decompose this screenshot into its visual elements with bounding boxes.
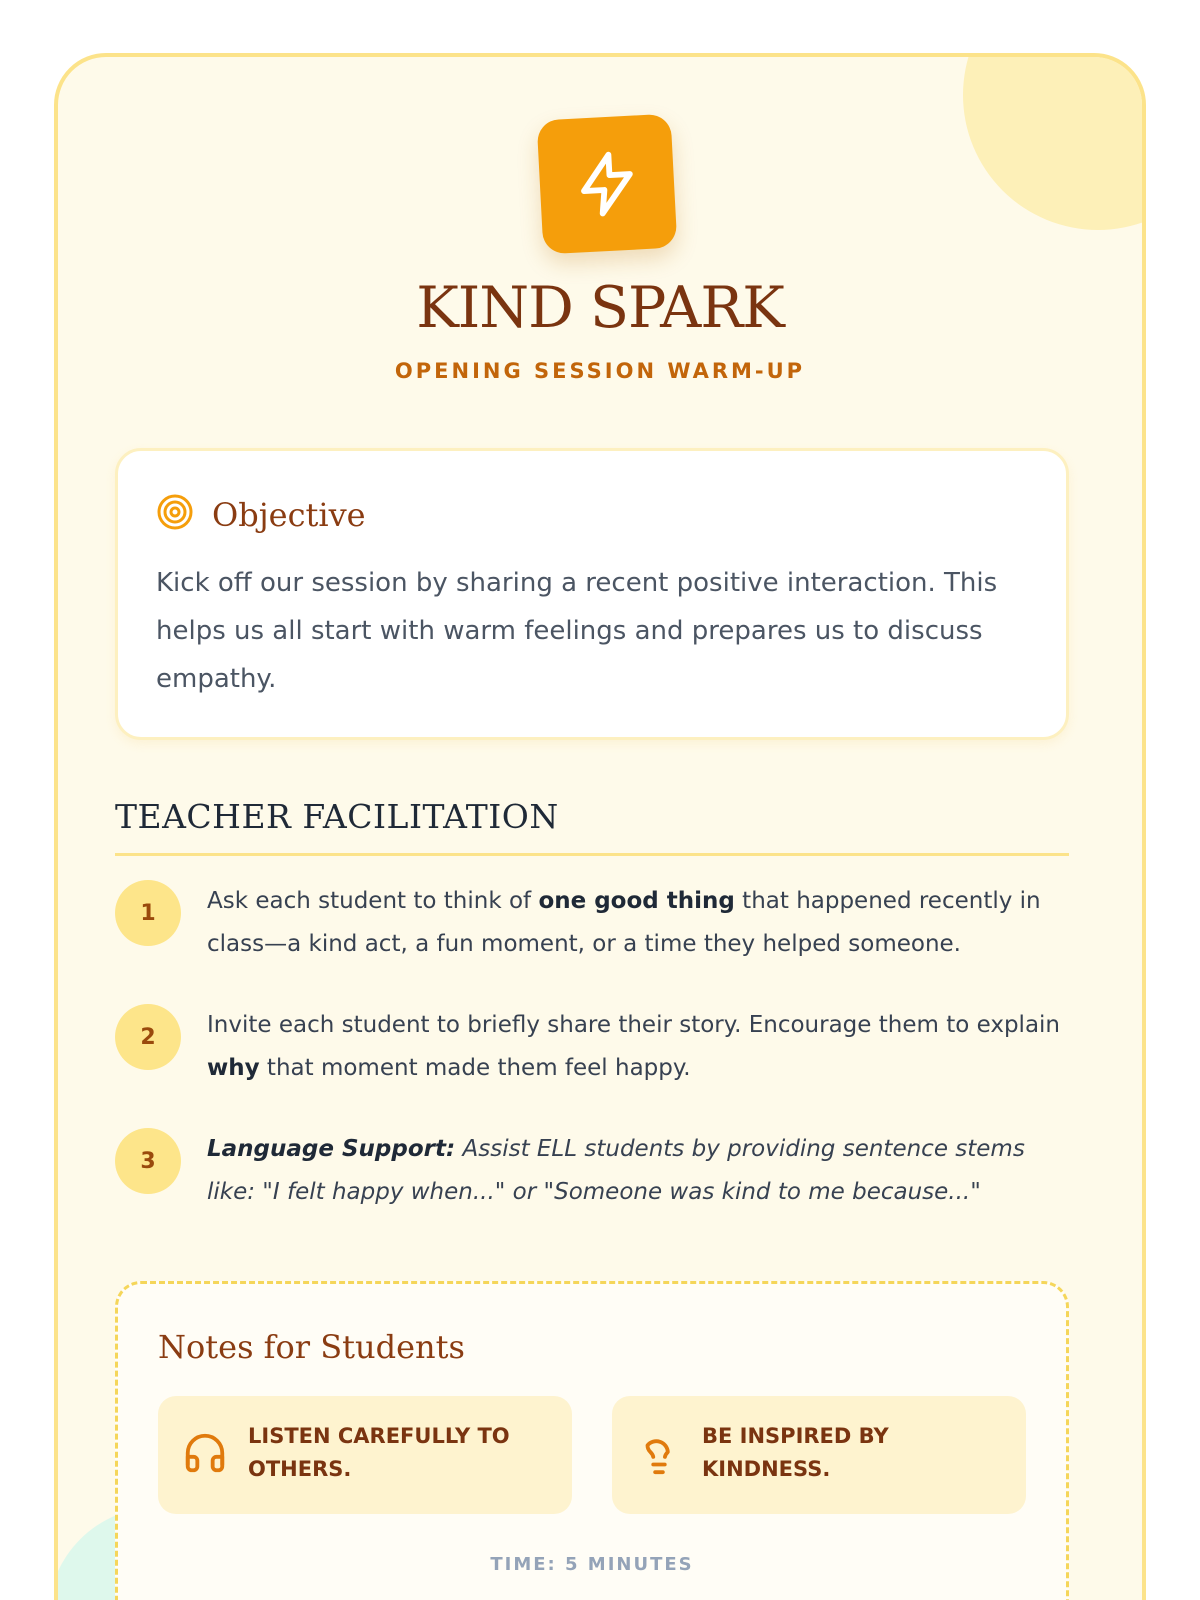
page-title: KIND SPARK <box>416 275 784 341</box>
note-item <box>612 1396 1026 1514</box>
step-text: Language Support: Assist ELL students by providing sentence stems like: "I felt happy when..." or "Someone was kind to me because..." <box>207 1136 1025 1205</box>
step-number: 1 <box>115 880 181 946</box>
target-icon <box>156 493 194 536</box>
facilitation-heading: TEACHER FACILITATION <box>115 797 559 836</box>
objective-panel <box>115 448 1069 740</box>
time-label: TIME: 5 MINUTES <box>490 1554 694 1575</box>
lightning-bolt-icon <box>537 114 678 255</box>
section-divider <box>115 853 1069 856</box>
step-number: 2 <box>115 1004 181 1070</box>
decorative-circle-top <box>963 53 1146 230</box>
note-item <box>158 1396 572 1514</box>
note-text: BE INSPIRED BY KINDNESS. <box>702 1424 889 1481</box>
notes-panel <box>115 1281 1069 1600</box>
page-subtitle: OPENING SESSION WARM-UP <box>394 359 806 383</box>
step-text: Invite each student to briefly share their story. Encourage them to explain why that moment made them feel happy. <box>207 1012 1060 1081</box>
notes-title: Notes for Students <box>158 1328 465 1366</box>
step-text: Ask each student to think of one good thing that happened recently in class—a kind act, a fun moment, or a time they helped someone. <box>207 888 1041 957</box>
step-number: 3 <box>115 1128 181 1194</box>
lightbulb-icon <box>636 1430 682 1481</box>
activity-card <box>54 53 1146 1600</box>
objective-header <box>156 493 366 536</box>
headphones-icon <box>182 1430 228 1481</box>
note-text: LISTEN CAREFULLY TO OTHERS. <box>248 1424 510 1481</box>
objective-title: Objective <box>212 495 366 534</box>
objective-text: Kick off our session by sharing a recent positive interaction. This helps us all start with warm feelings and prepares us to discuss empathy. <box>156 568 998 694</box>
